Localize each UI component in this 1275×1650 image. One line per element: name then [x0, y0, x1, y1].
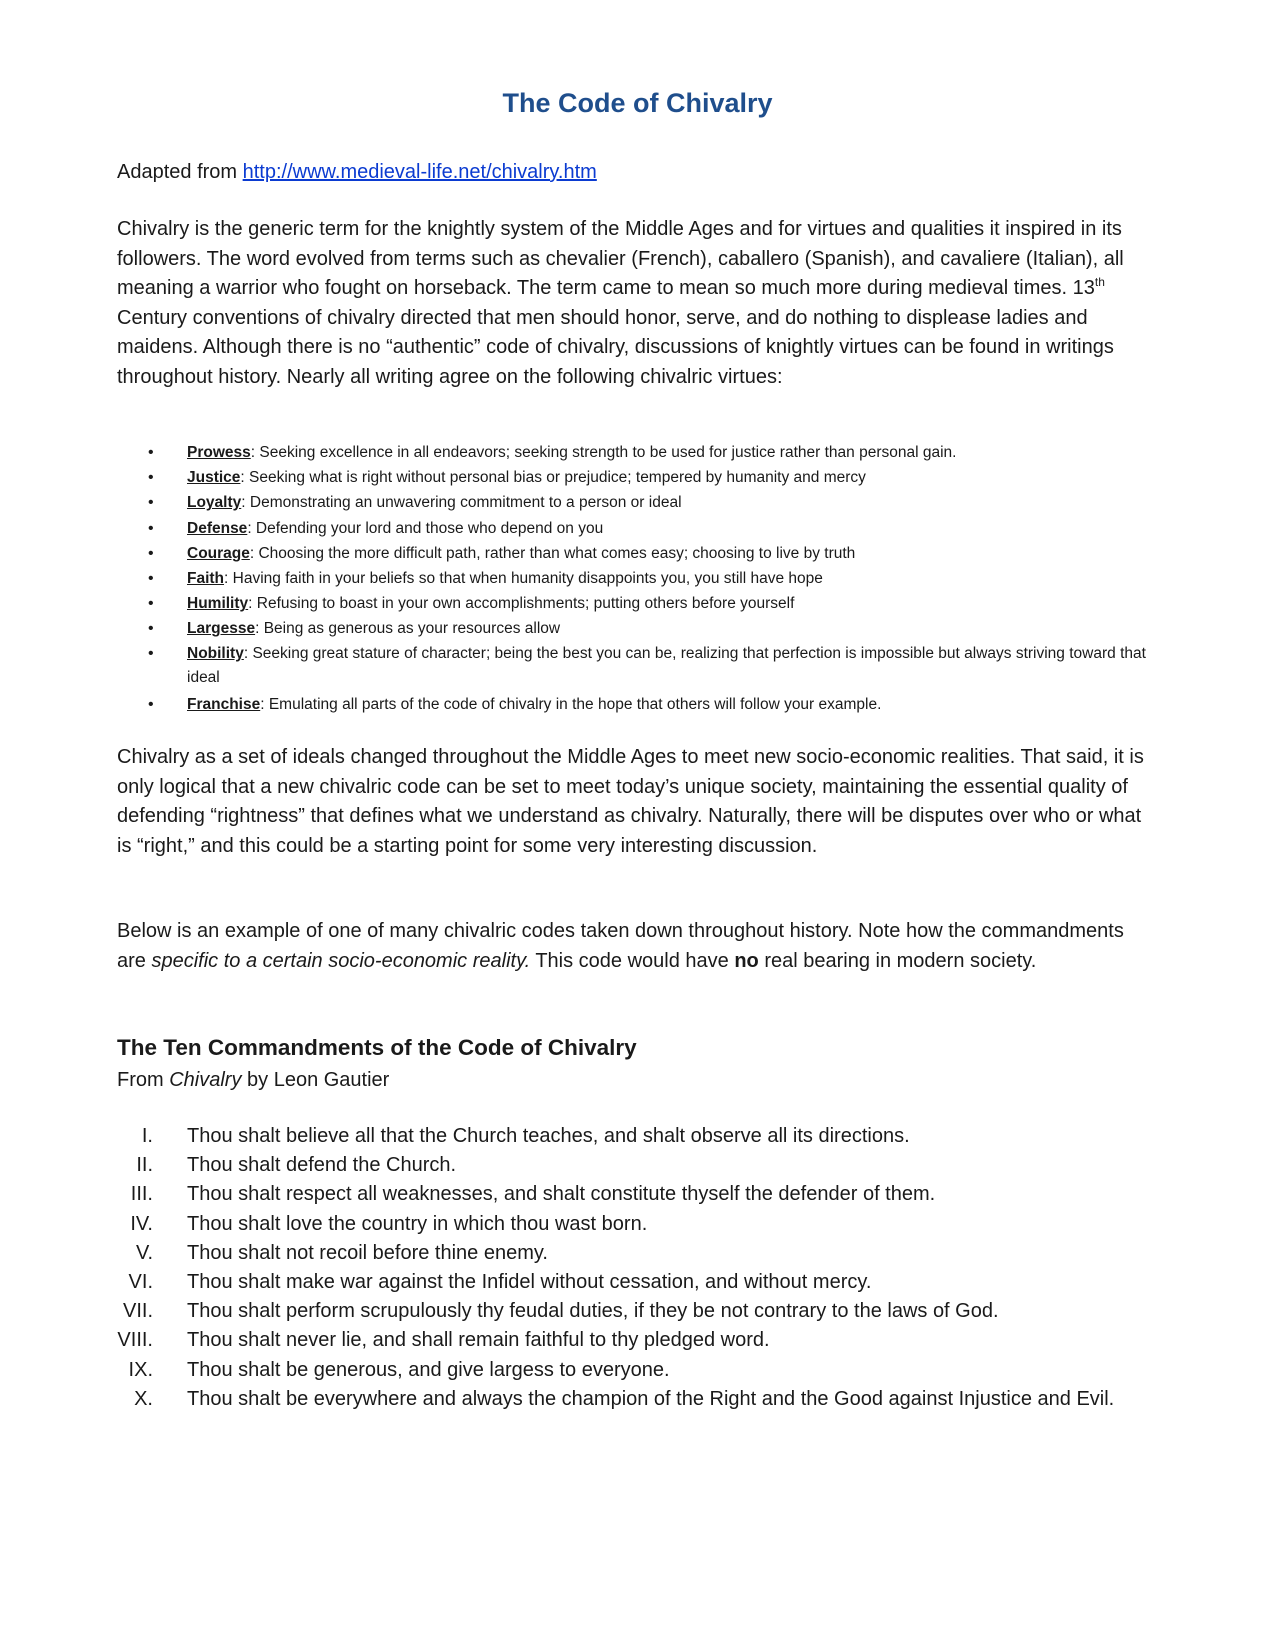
- example-text-part2: This code would have: [530, 949, 735, 972]
- bullet-icon: •: [148, 544, 154, 562]
- commandment-number: I.: [141, 1125, 153, 1147]
- virtue-term: Faith: [187, 570, 225, 588]
- bullet-icon: •: [148, 695, 154, 713]
- list-item: [117, 591, 1157, 616]
- commandment-number: IV.: [130, 1212, 153, 1235]
- commandments-list: [117, 1122, 1157, 1414]
- virtue-term: Justice: [187, 469, 241, 487]
- commandment-number: X.: [134, 1387, 153, 1410]
- list-item: [117, 692, 1157, 717]
- list-item: [117, 1297, 1157, 1326]
- virtue-description: : Being as generous as your resources allow: [255, 620, 561, 638]
- commandment-number: V.: [135, 1241, 153, 1264]
- virtue-term: Franchise: [187, 695, 261, 713]
- intro-paragraph: [117, 215, 1157, 392]
- commandment-text: Thou shalt respect all weaknesses, and shalt constitute thyself the defender of them.: [187, 1183, 936, 1206]
- commandment-text: Thou shalt make war against the Infidel without cessation, and without mercy.: [187, 1271, 872, 1294]
- bullet-icon: •: [148, 444, 154, 461]
- example-text-part3: real bearing in modern society.: [758, 949, 1037, 972]
- bullet-icon: •: [148, 644, 154, 662]
- list-item: [117, 541, 1157, 566]
- list-item: [117, 1210, 1157, 1239]
- list-item: [117, 1239, 1157, 1268]
- bullet-icon: •: [148, 595, 154, 613]
- virtue-description: : Choosing the more difficult path, rather than what comes easy; choosing to live by truth: [249, 544, 856, 562]
- bullet-icon: •: [148, 519, 154, 537]
- list-item: [117, 1122, 1157, 1151]
- virtue-description: : Demonstrating an unwavering commitment to a person or ideal: [241, 494, 682, 512]
- commandments-heading: The Ten Commandments of the Code of Chivalry: [117, 1035, 637, 1060]
- commandment-text: Thou shalt be everywhere and always the champion of the Right and the Good against Injustice and Evil.: [187, 1387, 1115, 1410]
- virtue-description: : Seeking what is right without personal bias or prejudice; tempered by humanity and mercy: [240, 469, 866, 487]
- commandment-number: III.: [130, 1183, 153, 1206]
- commandment-number: II.: [136, 1154, 153, 1177]
- virtues-list: [117, 440, 1157, 717]
- list-item: [117, 490, 1157, 515]
- source-prefix: Adapted from: [117, 161, 243, 183]
- virtue-term: Humility: [187, 595, 249, 613]
- virtue-description: : Refusing to boast in your own accomplishments; putting others before yourself: [248, 595, 795, 613]
- page-title: The Code of Chivalry: [502, 88, 773, 118]
- intro-text-part2: Century conventions of chivalry directed that men should honor, serve, and do nothing to displease ladies and maidens. Although there is no “authentic” code of chivalry, discussions of knightly virtues can be found in writings throughout history. Nearly all writing agree on the following chivalric virtues:: [117, 306, 1114, 388]
- byline-prefix: From: [117, 1069, 170, 1091]
- source-link[interactable]: http://www.medieval-life.net/chivalry.htm: [242, 161, 597, 183]
- list-item: [117, 566, 1157, 591]
- virtue-term: Loyalty: [187, 494, 242, 512]
- virtue-description: : Seeking great stature of character; being the best you can be, realizing that perfection is impossible but always striving toward that ideal: [187, 644, 1146, 686]
- list-item: [117, 1268, 1157, 1297]
- virtue-description: : Seeking excellence in all endeavors; seeking strength to be used for justice rather than personal gain.: [250, 444, 957, 461]
- list-item: [117, 465, 1157, 490]
- list-item: [117, 516, 1157, 541]
- list-item: [117, 1356, 1157, 1385]
- bullet-icon: •: [148, 570, 154, 588]
- example-text-part1: Below is an example of one of many chivalric codes taken down throughout history. Note how the commandments are: [117, 920, 1124, 972]
- list-item: [117, 616, 1157, 641]
- intro-text-part1: Chivalry is the generic term for the knightly system of the Middle Ages and for virtues and qualities it inspired in its followers. The word evolved from terms such as chevalier (French), caballero (Spanish), and cavaliere (Italian), all meaning a warrior who fought on horseback. The term came to mean so much more during medieval times. 13: [117, 218, 1124, 299]
- virtue-term: Nobility: [187, 644, 244, 662]
- virtue-term: Largesse: [187, 620, 256, 638]
- example-bold-text: no: [734, 949, 759, 972]
- bullet-icon: •: [148, 469, 154, 487]
- virtue-description: : Having faith in your beliefs so that when humanity disappoints you, you still have hope: [224, 570, 823, 588]
- commandment-text: Thou shalt believe all that the Church teaches, and shalt observe all its directions.: [187, 1125, 910, 1147]
- virtue-term: Defense: [187, 519, 248, 537]
- commandment-number: VII.: [122, 1300, 153, 1323]
- virtue-term: Courage: [187, 544, 250, 562]
- commandment-text: Thou shalt defend the Church.: [187, 1154, 457, 1177]
- example-paragraph: [117, 917, 1157, 976]
- list-item: [117, 642, 1157, 690]
- commandment-text: Thou shalt not recoil before thine enemy.: [187, 1241, 548, 1264]
- list-item: [117, 1326, 1157, 1355]
- source-line: [117, 158, 1157, 188]
- ideals-paragraph: Chivalry as a set of ideals changed throughout the Middle Ages to meet new socio-economic realities. That said, it is only logical that a new chivalric code can be set to meet today’s unique society, maintaining the essential quality of defending “rightness” that defines what we understand as chivalry. Naturally, there will be disputes over who or what is “right,” and this could be a starting point for some very interesting discussion.: [117, 746, 1144, 857]
- intro-superscript: th: [1094, 275, 1105, 289]
- commandment-number: IX.: [128, 1358, 153, 1381]
- byline: [117, 1066, 389, 1095]
- list-item: [117, 1385, 1157, 1414]
- commandment-number: VI.: [128, 1271, 153, 1294]
- virtue-term: Prowess: [187, 444, 251, 461]
- example-italic-text: specific to a certain socio-economic reality.: [151, 949, 531, 972]
- list-item: [117, 1151, 1157, 1180]
- byline-suffix: by Leon Gautier: [241, 1069, 390, 1091]
- bullet-icon: •: [148, 620, 154, 638]
- commandment-number: VIII.: [117, 1329, 153, 1352]
- commandment-text: Thou shalt be generous, and give largess to everyone.: [187, 1358, 670, 1381]
- commandment-text: Thou shalt never lie, and shall remain faithful to thy pledged word.: [187, 1329, 770, 1352]
- virtue-description: : Defending your lord and those who depend on you: [247, 519, 604, 537]
- commandment-text: Thou shalt perform scrupulously thy feudal duties, if they be not contrary to the laws of God.: [187, 1300, 999, 1323]
- virtue-description: : Emulating all parts of the code of chivalry in the hope that others will follow your example.: [260, 695, 882, 713]
- byline-book: Chivalry: [169, 1069, 242, 1091]
- commandment-text: Thou shalt love the country in which thou wast born.: [187, 1212, 648, 1235]
- bullet-icon: •: [148, 494, 154, 512]
- list-item: [117, 440, 1157, 465]
- list-item: [117, 1180, 1157, 1209]
